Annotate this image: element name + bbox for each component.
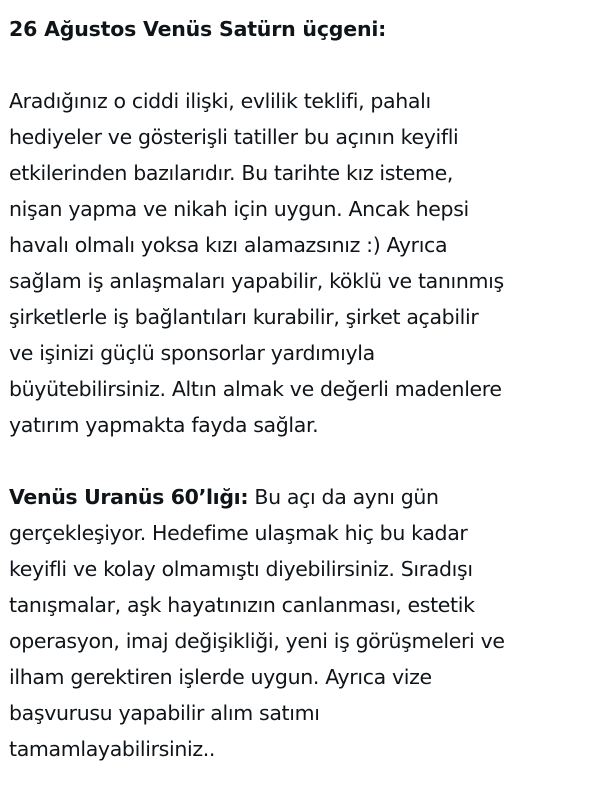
- text-line: gerçekleşiyor. Hedefime ulaşmak hiç bu kadar: [9, 521, 468, 545]
- text-line: operasyon, imaj değişikliği, yeni iş görüşmeleri ve: [9, 629, 505, 653]
- text-line: şirketlerle iş bağlantıları kurabilir, şirket açabilir: [9, 305, 479, 329]
- text-line: tamamlayabilirsiniz..: [9, 737, 216, 761]
- text-line: sağlam iş anlaşmaları yapabilir, köklü ve tanınmış: [9, 269, 504, 293]
- text-line: Aradığınız o ciddi ilişki, evlilik teklifi, pahalı: [9, 89, 431, 113]
- paragraph-uranus-sextile: [9, 479, 592, 767]
- text-line: nişan yapma ve nikah için uygun. Ancak hepsi: [9, 197, 469, 221]
- text-line: başvurusu yapabilir alım satımı: [9, 701, 320, 725]
- text-line: keyifli ve kolay olmamıştı diyebilirsiniz. Sıradışı: [9, 557, 473, 581]
- text-line: tanışmalar, aşk hayatınızın canlanması, estetik: [9, 593, 475, 617]
- text-line: ve işinizi güçlü sponsorlar yardımıyla: [9, 341, 375, 365]
- text-line: etkilerinden bazılarıdır. Bu tarihte kız isteme,: [9, 161, 454, 185]
- text-fragment: Bu açı da aynı gün: [248, 485, 439, 509]
- text-line: büyütebilirsiniz. Altın almak ve değerli madenlere: [9, 377, 502, 401]
- text-line: hediyeler ve gösterişli tatiller bu açının keyifli: [9, 125, 459, 149]
- heading: 26 Ağustos Venüs Satürn üçgeni:: [9, 17, 387, 41]
- text-line: [9, 479, 592, 515]
- text-line: havalı olmalı yoksa kızı alamazsınız :) Ayrıca: [9, 233, 448, 257]
- paragraph-saturn-trine: [9, 83, 592, 443]
- text-line: ilham gerektiren işlerde uygun. Ayrıca vize: [9, 665, 432, 689]
- text-line: yatırım yapmakta fayda sağlar.: [9, 413, 319, 437]
- section-lead: Venüs Uranüs 60’lığı:: [9, 485, 249, 509]
